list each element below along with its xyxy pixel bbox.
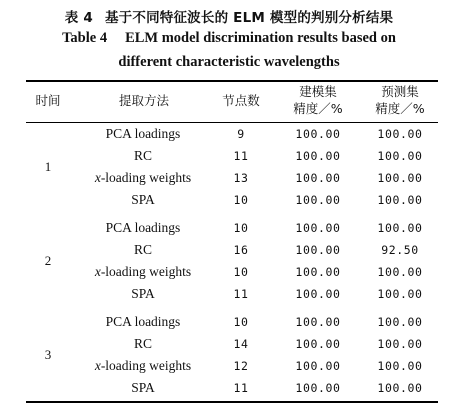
table-number-en: Table 4 <box>62 30 108 46</box>
nodes-cell: 10 <box>233 265 249 279</box>
nodes-cell: 10 <box>233 315 249 329</box>
train-accuracy-cell: 100.00 <box>295 221 341 235</box>
header-train-line1: 建模集 <box>299 84 337 99</box>
test-accuracy-cell: 100.00 <box>377 337 423 351</box>
test-accuracy-cell: 100.00 <box>377 315 423 329</box>
nodes-cell: 14 <box>233 337 249 351</box>
test-accuracy-cell: 100.00 <box>377 265 423 279</box>
test-accuracy-cell: 100.00 <box>377 193 423 207</box>
train-accuracy-cell: 100.00 <box>295 149 341 163</box>
method-cell <box>80 358 206 374</box>
method-cell: PCA loadings <box>105 126 181 141</box>
nodes-cell: 11 <box>233 381 249 395</box>
header-time: 时间 <box>35 93 61 108</box>
method-cell: PCA loadings <box>105 220 181 235</box>
test-accuracy-cell: 100.00 <box>377 287 423 301</box>
table-caption-english-line2: different characteristic wavelengths <box>118 54 340 70</box>
caption-text-cn: 基于不同特征波长的 ELM 模型的判别分析结果 <box>104 10 394 26</box>
bottom-rule <box>26 401 438 403</box>
top-rule <box>26 80 438 82</box>
test-accuracy-cell: 100.00 <box>377 127 423 141</box>
method-cell: SPA <box>131 380 155 395</box>
train-accuracy-cell: 100.00 <box>295 243 341 257</box>
method-cell: RC <box>133 242 152 257</box>
test-accuracy-cell: 100.00 <box>377 221 423 235</box>
method-cell <box>80 264 206 280</box>
test-accuracy-cell: 100.00 <box>377 359 423 373</box>
nodes-cell: 12 <box>233 359 249 373</box>
nodes-cell: 10 <box>233 193 249 207</box>
train-accuracy-cell: 100.00 <box>295 359 341 373</box>
method-cell: RC <box>133 336 152 351</box>
header-nodes: 节点数 <box>222 93 260 108</box>
test-accuracy-cell: 100.00 <box>377 149 423 163</box>
header-method: 提取方法 <box>118 93 169 108</box>
method-variable: x <box>94 170 101 185</box>
train-accuracy-cell: 100.00 <box>295 381 341 395</box>
header-test-line1: 预测集 <box>381 84 419 99</box>
nodes-cell: 9 <box>237 127 245 141</box>
method-text: -loading weights <box>100 170 192 185</box>
test-accuracy-cell: 92.50 <box>381 243 419 257</box>
table-number-cn: 表 4 <box>64 10 93 26</box>
train-accuracy-cell: 100.00 <box>295 171 341 185</box>
header-train-line2: 精度／% <box>293 101 343 116</box>
header-test-line2: 精度／% <box>375 101 425 116</box>
group-time: 1 <box>44 159 52 174</box>
method-cell <box>80 170 206 186</box>
caption-text-en-1: ELM model discrimination results based on <box>125 30 396 46</box>
nodes-cell: 13 <box>233 171 249 185</box>
method-text: -loading weights <box>100 264 192 279</box>
header-rule <box>26 122 438 123</box>
method-cell: PCA loadings <box>105 314 181 329</box>
nodes-cell: 10 <box>233 221 249 235</box>
table-caption-chinese <box>0 6 458 26</box>
nodes-cell: 16 <box>233 243 249 257</box>
train-accuracy-cell: 100.00 <box>295 127 341 141</box>
method-cell: RC <box>133 148 152 163</box>
train-accuracy-cell: 100.00 <box>295 193 341 207</box>
method-text: -loading weights <box>100 358 192 373</box>
train-accuracy-cell: 100.00 <box>295 265 341 279</box>
group-time: 2 <box>44 253 52 268</box>
method-cell: SPA <box>131 286 155 301</box>
test-accuracy-cell: 100.00 <box>377 381 423 395</box>
method-variable: x <box>94 264 101 279</box>
method-variable: x <box>94 358 101 373</box>
method-cell: SPA <box>131 192 155 207</box>
train-accuracy-cell: 100.00 <box>295 287 341 301</box>
train-accuracy-cell: 100.00 <box>295 315 341 329</box>
test-accuracy-cell: 100.00 <box>377 171 423 185</box>
group-time: 3 <box>44 347 52 362</box>
nodes-cell: 11 <box>233 287 249 301</box>
table-caption-english-line1 <box>0 30 458 47</box>
nodes-cell: 11 <box>233 149 249 163</box>
train-accuracy-cell: 100.00 <box>295 337 341 351</box>
